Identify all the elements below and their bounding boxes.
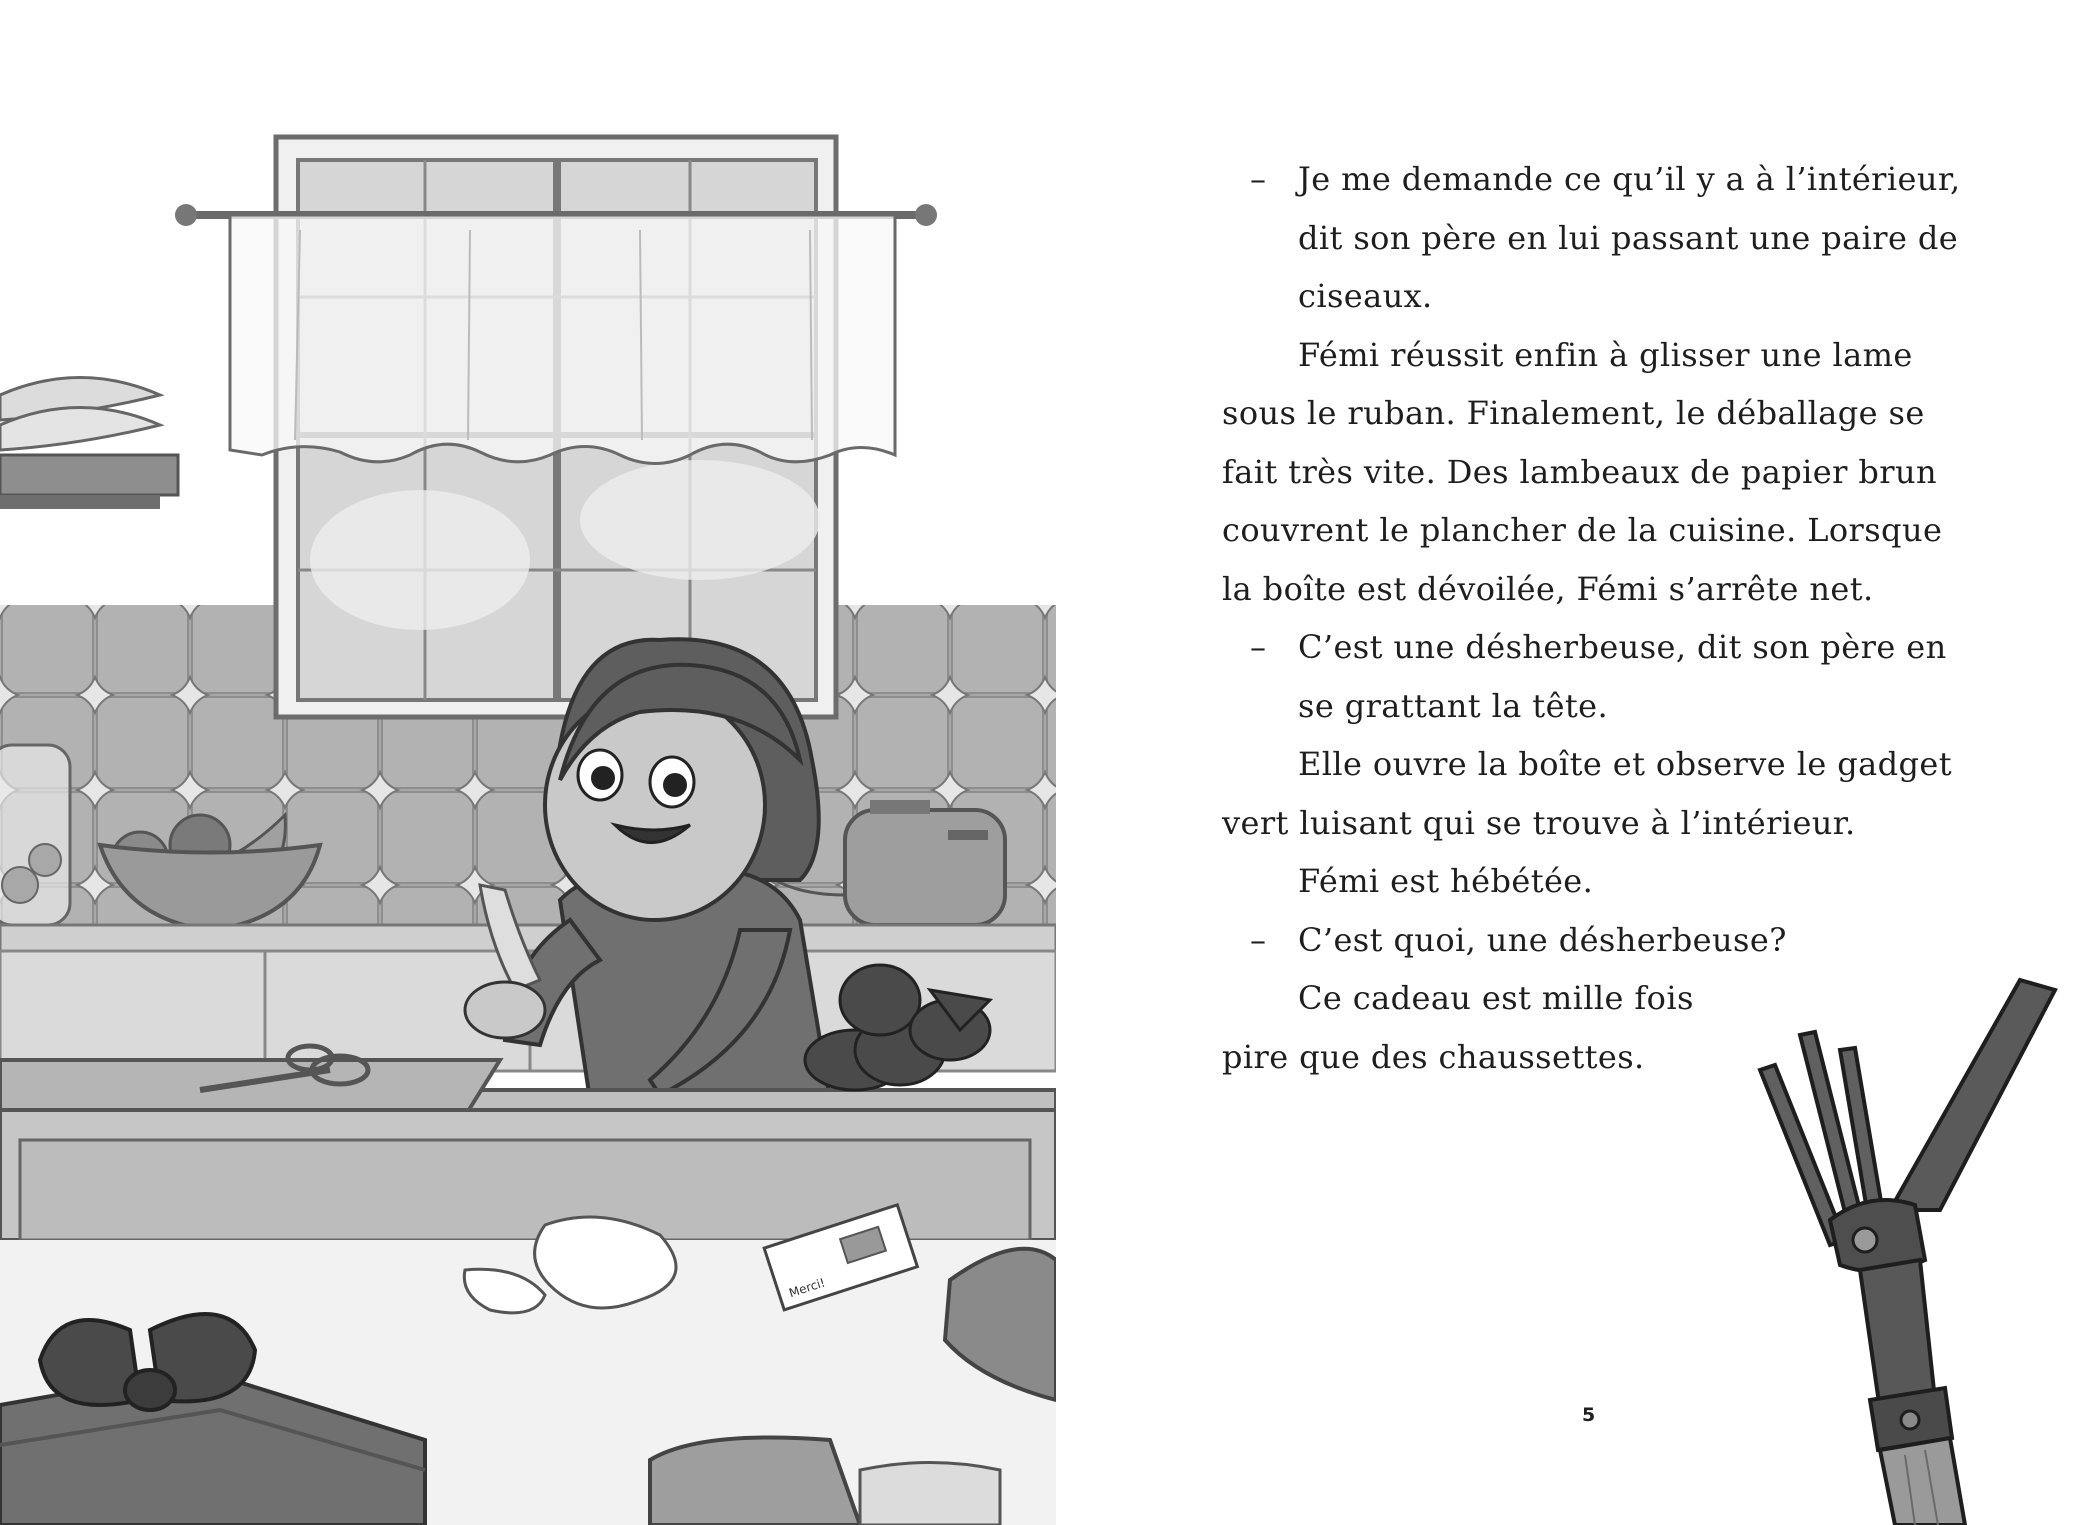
story-text [1222, 150, 1982, 1086]
dialogue-dash: – [1250, 628, 1267, 666]
dialogue-dash: – [1250, 160, 1267, 198]
dialogue-line [1222, 150, 1982, 326]
back-counter [0, 925, 1056, 951]
weeder-tool-drawing [1720, 960, 2100, 1525]
dialogue-text: Je me demande ce qu’il y a à l’intérieur, dit son père en lui passant une paire de ciseaux. [1298, 160, 1961, 315]
dialogue-dash: – [1250, 920, 1267, 959]
wrapping-scrap [650, 1438, 860, 1525]
dialogue-text: C’est une désherbeuse, dit son père en se grattant la tête. [1298, 628, 1947, 725]
paragraph: Ce cadeau est mille fois [1298, 979, 1694, 1017]
dialogue-line [1222, 618, 1982, 735]
dialogue-text: C’est quoi, une désherbeuse? [1298, 920, 1787, 959]
page-number: 5 [1582, 1404, 1596, 1426]
paragraph: Fémi est hébétée. [1298, 862, 1594, 900]
card-text: Merci! [787, 1275, 827, 1301]
paragraph: Elle ouvre la boîte et observe le gadget vert luisant qui se trouve à l’intérieur. [1222, 745, 1952, 842]
wrapping-scrap [860, 1463, 1000, 1525]
cookie-jar [0, 745, 70, 925]
curtain [175, 204, 937, 464]
paragraph-continuation: pire que des chaussettes. [1222, 1037, 1645, 1076]
paragraph: Fémi réussit enfin à glisser une lame sous le ruban. Finalement, le déballage se fait très vite. Des lambeaux de papier brun couvrent le plancher de la cuisine. Lorsque la boîte est dévoilée, Fémi s’arrête net. [1222, 335, 1943, 608]
